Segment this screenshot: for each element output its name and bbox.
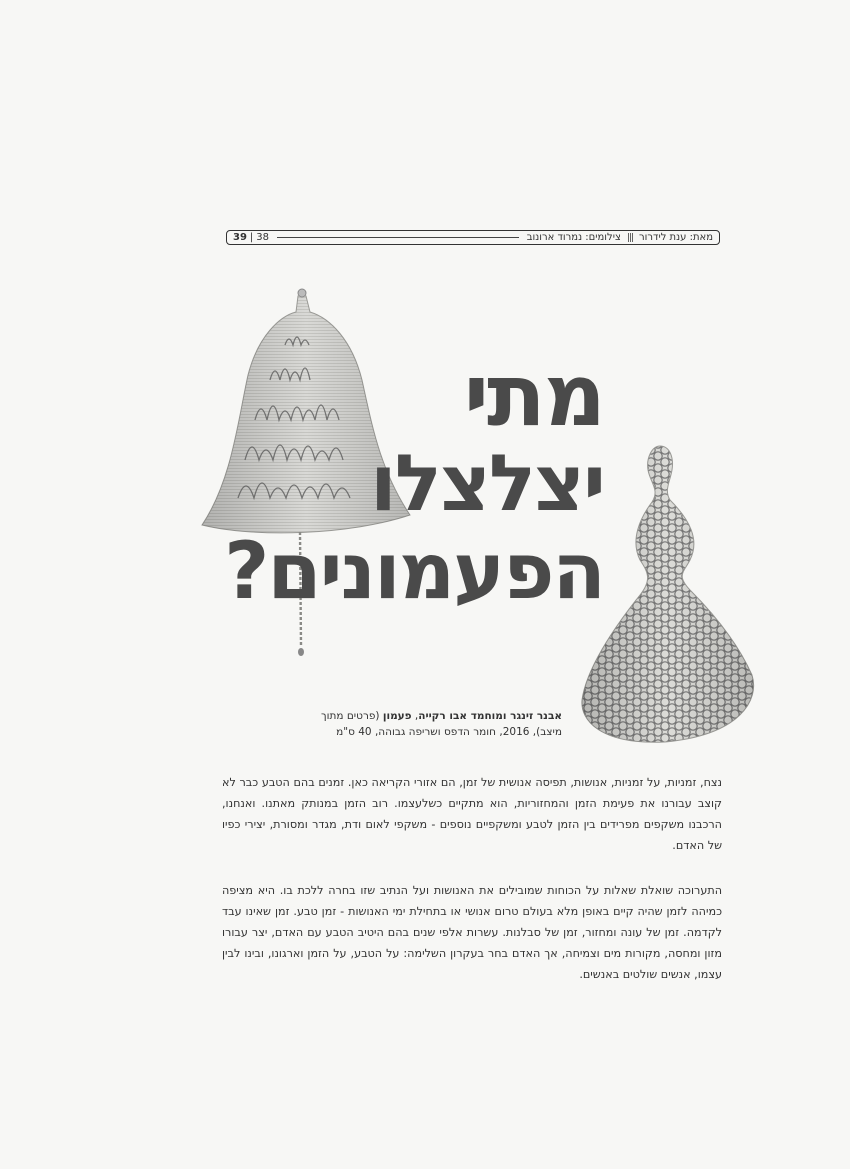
title-line-2: יצלצלו bbox=[370, 439, 604, 529]
caption-line-1: אבנר זינגר ומוחמד אבו רקייה, פעמון (פרטים מתוך bbox=[320, 710, 562, 722]
author-credit: מאת: ענת לידרור bbox=[638, 232, 713, 243]
page-number-other: 38 bbox=[256, 232, 270, 243]
caption-details-open: (פרטים מתוך bbox=[320, 710, 383, 722]
body-paragraph-1: נצח, זמניות, על זמניות, אנושות, תפיסה אנושית של זמן, הם אזורי הקריאה כאן. זמנים בהם הטבע כבר לא קוצב עבורנו את פעימת הזמן והמחזוריות, הוא מתקיים כשלעצמו. רוב הזמן במנותק מאתנו. ואנחנו, הרכבנו משקפים מפרידים בין הזמן לטבע ומשקפיים נוספים - משקפי לאום ודת, מגדר ומסורת, יצירי כפיו של האדם. bbox=[222, 776, 722, 852]
image-caption bbox=[222, 708, 562, 740]
body-paragraph-2: התערוכה שואלת שאלות על הכוחות שמובילים את האנושות ועל הנתיב שזו בחרה ללכת בו. היא מציפה כמיהה לזמן שהיה קיים באופן מלא בעולם טרום אנושי או בתחילת ימי האנושות - זמן טבע. זמן שאינו עבד לקדמה. זמן של עונה ומחזור, זמן של סבלנות. עשרות אלפי שנים בהם היטיב הטבע עם האדם, יצר עבורו מזון ומחסה, מקורות מים וצמיחה, אך האדם בחר בעקרון השלימה: על הטבע, על הזמן וארגונו, ובינו לבין עצמו, אנשים שולטים באנשים. bbox=[222, 884, 722, 981]
standing-bell bbox=[582, 446, 754, 742]
caption-line-2: מיצב), 2016, חומר הדפס ושריפה גבוהה, 40 ס"מ bbox=[336, 726, 562, 738]
page-number-current: 39 bbox=[233, 232, 247, 243]
page-number-divider: | bbox=[249, 232, 254, 243]
title-line-1: מתי bbox=[463, 346, 604, 446]
caption-artists: אבנר זינגר ומוחמד אבו רקייה bbox=[418, 710, 562, 722]
credit-separator: ||| bbox=[626, 232, 633, 243]
caption-artwork: פעמון bbox=[382, 710, 412, 722]
article-title bbox=[224, 346, 604, 617]
title-line-3: הפעמונים? bbox=[224, 527, 604, 617]
photo-credit: צילומים: נמרוד ארונוב bbox=[526, 232, 621, 243]
